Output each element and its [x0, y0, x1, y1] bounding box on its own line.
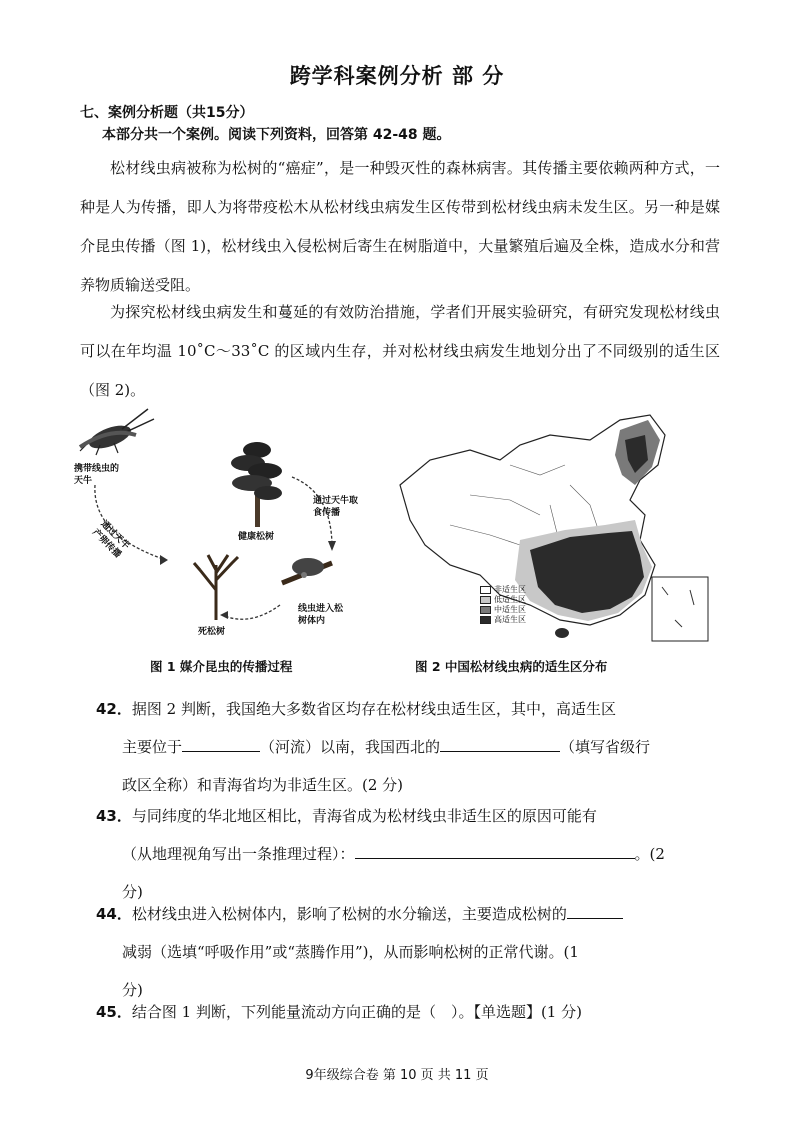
question-text: 分) [122, 981, 143, 999]
map-legend [480, 585, 526, 625]
question-number: 44． [96, 905, 132, 923]
answer-blank-process[interactable] [567, 902, 623, 919]
question-text: （从地理视角写出一条推理过程）： [122, 845, 355, 863]
question-43 [96, 797, 726, 911]
label-dead-tree: 死松树 [198, 627, 226, 637]
page-footer: 9年级综合卷 第 10 页 共 11 页 [305, 1068, 489, 1083]
question-text: 据图 2 判断，我国绝大多数省区均存在松材线虫适生区，其中，高适生区 [131, 700, 616, 718]
figure-2-caption: 图 2 中国松材线虫病的适生区分布 [415, 659, 608, 674]
question-text: 松材线虫进入松树体内，影响了松树的水分输送，主要造成松树的 [131, 905, 567, 923]
legend-swatch [480, 616, 491, 624]
question-number: 43． [96, 807, 132, 825]
figure-area [70, 405, 720, 655]
paragraph-2: 为探究松材线虫病发生和蔓延的有效防治措施，学者们开展实验研究，有研究发现松材线虫可以在年均温 10˚C～33˚C 的区域内生存，并对松材线虫病发生地划分出了不同级别的适生区（图 2)。 [80, 303, 720, 399]
south-china-sea-inset [652, 577, 708, 641]
legend-item [480, 605, 526, 615]
dead-pine-illustration [194, 555, 238, 620]
question-text: 政区全称）和青海省均为非适生区。(2 分) [122, 776, 404, 794]
legend-item [480, 585, 526, 595]
legend-item [480, 595, 526, 605]
china-map [390, 405, 720, 650]
figure-2-suitability-map [390, 405, 720, 650]
legend-label: 非适生区 [494, 585, 526, 594]
question-text: 结合图 1 判断，下列能量流动方向正确的是（ ）。【单选题】(1 分) [131, 1003, 582, 1021]
label-invade: 线虫进入松树体内 [298, 604, 344, 626]
question-text: （河流）以南，我国西北的 [260, 738, 441, 756]
question-number: 42． [96, 700, 132, 718]
figure-1-caption: 图 1 媒介昆虫的传播过程 [150, 659, 293, 674]
answer-blank-river[interactable] [182, 735, 260, 752]
hainan-island [555, 628, 569, 638]
question-text: 主要位于 [122, 738, 183, 756]
question-42 [96, 690, 726, 804]
legend-item [480, 615, 526, 625]
legend-swatch [480, 586, 491, 594]
label-beetle: 携带线虫的天牛 [74, 464, 120, 486]
question-text: 与同纬度的华北地区相比，青海省成为松材线虫非适生区的原因可能有 [131, 807, 597, 825]
section-intro: 本部分共一个案例。阅读下列资料，回答第 42-48 题。 [102, 127, 451, 143]
question-text: 减弱（选填“呼吸作用”或“蒸腾作用”)，从而影响松树的正常代谢。(1 [122, 943, 579, 961]
question-text: 分) [122, 883, 143, 901]
nematode-entering-illustration [282, 558, 332, 583]
section-heading: 七、案例分析题（共15分） [80, 105, 254, 121]
legend-label: 高适生区 [494, 615, 526, 624]
beetle-illustration [80, 409, 154, 455]
label-feeding: 通过天牛取食传播 [313, 496, 359, 518]
label-spawning: 通过天牛产卵传播 [90, 519, 132, 561]
question-text: 。(2 [634, 845, 665, 863]
legend-swatch [480, 596, 491, 604]
answer-blank-reasoning[interactable] [355, 842, 635, 859]
healthy-pine-illustration [231, 442, 282, 527]
question-45 [96, 993, 726, 1031]
legend-swatch [480, 606, 491, 614]
label-healthy-tree: 健康松树 [238, 532, 275, 542]
question-text: （填写省级行 [560, 738, 651, 756]
paragraph-1: 松材线虫病被称为松树的“癌症”，是一种毁灭性的森林病害。其传播主要依赖两种方式，一种是人为传播，即人为将带疫松木从松材线虫病发生区传带到松材线虫病未发生区。另一种是媒介昆虫传播（图 1)，松材线虫入侵松树后寄生在树脂道中，大量繁殖后遍及全株，造成水分和营养物质输送受阻。 [80, 159, 720, 294]
question-number: 45． [96, 1003, 132, 1021]
page-title: 跨学科案例分析 部 分 [289, 64, 505, 88]
legend-label: 低适生区 [494, 595, 526, 604]
question-44 [96, 895, 726, 1009]
legend-label: 中适生区 [494, 605, 526, 614]
figure-1-transmission-cycle [70, 405, 370, 650]
answer-blank-province[interactable] [440, 735, 560, 752]
